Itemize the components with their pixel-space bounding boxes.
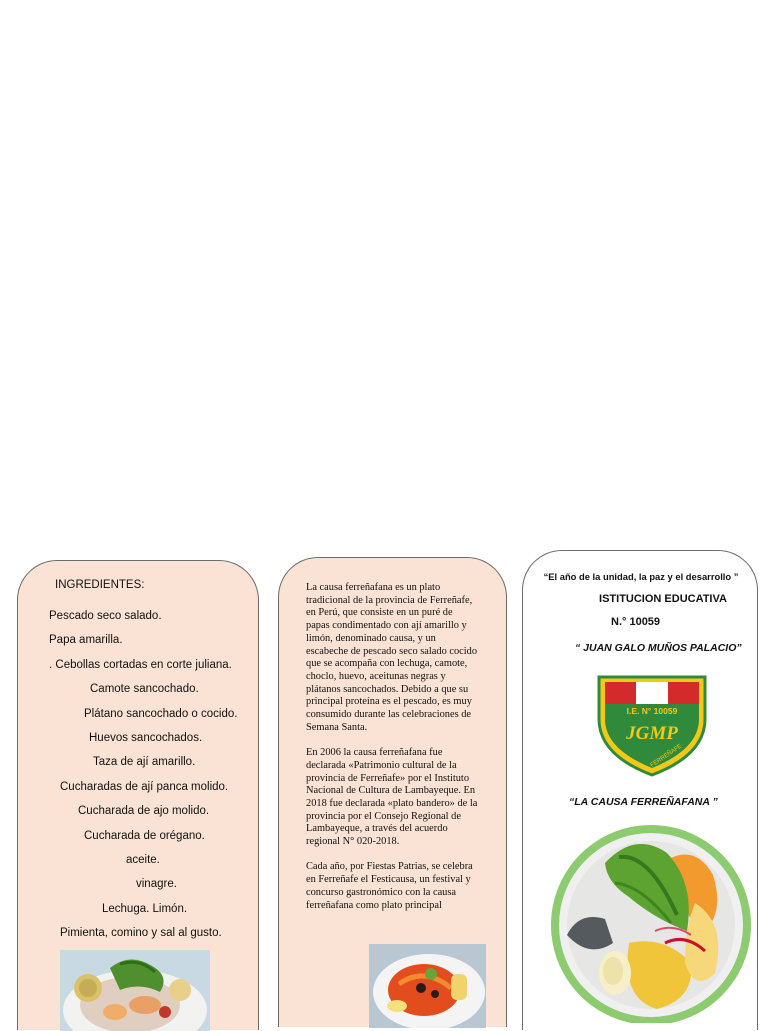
institution-label: ISTITUCION EDUCATIVA [599, 593, 727, 605]
institution-number: N.° 10059 [611, 616, 661, 628]
crest-top-text: I.E. N° 10059 [626, 706, 678, 716]
cover-panel [522, 550, 758, 1030]
ingredient-item: vinagre. [136, 878, 177, 891]
ingredient-item: Cucharadas de ají panca molido. [60, 780, 229, 793]
causa-dish-photo [369, 944, 486, 1028]
ingredient-item: Huevos sancochados. [89, 731, 203, 744]
ingredients-title: INGREDIENTES: [55, 579, 145, 591]
ingredient-item: Papa amarilla. [49, 634, 123, 647]
ingredient-item: Lechuga. Limón. [102, 902, 188, 915]
ingredient-item: aceite. [126, 853, 160, 866]
ingredients-list [18, 608, 260, 949]
description-paragraph: En 2006 la causa ferreñafana fue declarada «Patrimonio cultural de la provincia de Ferreñafe» por el Instituto Nacional de Cultura de Lambayeque. En 2018 fue declarada «plato bandero» de la provincia por el Consejo Regional de Lambayeque, a través del acuerdo regional N° 020-2018. [306, 747, 478, 848]
description-panel [278, 557, 507, 1027]
description-text [306, 582, 478, 925]
dish-title: “LA CAUSA FERREÑAFANA ” [569, 796, 718, 808]
ingredient-item: Cucharada de orégano. [84, 829, 205, 842]
ingredient-item: Camote sancochado. [90, 683, 199, 696]
causa-plate-photo [545, 823, 757, 1023]
crest-bottom-text: FERREÑAFE [649, 743, 684, 769]
institution-name: “ JUAN GALO MUÑOS PALACIO” [575, 642, 742, 654]
ingredient-item: Plátano sancochado o cocido. [84, 707, 238, 720]
ingredient-item: Taza de ají amarillo. [93, 756, 196, 769]
motto: “El año de la unidad, la paz y el desarrollo ” [543, 571, 739, 582]
ingredients-panel [17, 560, 259, 1030]
ingredient-item: Pimienta, comino y sal al gusto. [60, 927, 222, 940]
description-paragraph: La causa ferreñafana es un plato tradicional de la provincia de Ferreñafe, en Perú, que consiste en un puré de papas condimentado con ají amarillo y limón, denominado causa, y un escabeche de pescado seco salado cocido que se acompaña con lechuga, camote, choclo, huevo, aceitunas negras y plátanos sancochados. Debido a que su principal proteína es el pescado, es muy consumido durante las celebraciones de Semana Santa. [306, 582, 478, 733]
ceviche-photo [60, 950, 210, 1031]
school-crest-icon [595, 673, 709, 777]
description-paragraph: Cada año, por Fiestas Patrias, se celebra en Ferreñafe el Festicausa, un festival y concurso gastronómico con la causa ferreñafana como plato principal [306, 861, 473, 911]
ingredient-item: Pescado seco salado. [49, 610, 162, 622]
ingredient-item: Cucharada de ajo molido. [78, 805, 210, 818]
ingredient-item: . Cebollas cortadas en corte juliana. [49, 658, 232, 671]
crest-monogram: JGMP [626, 723, 678, 744]
